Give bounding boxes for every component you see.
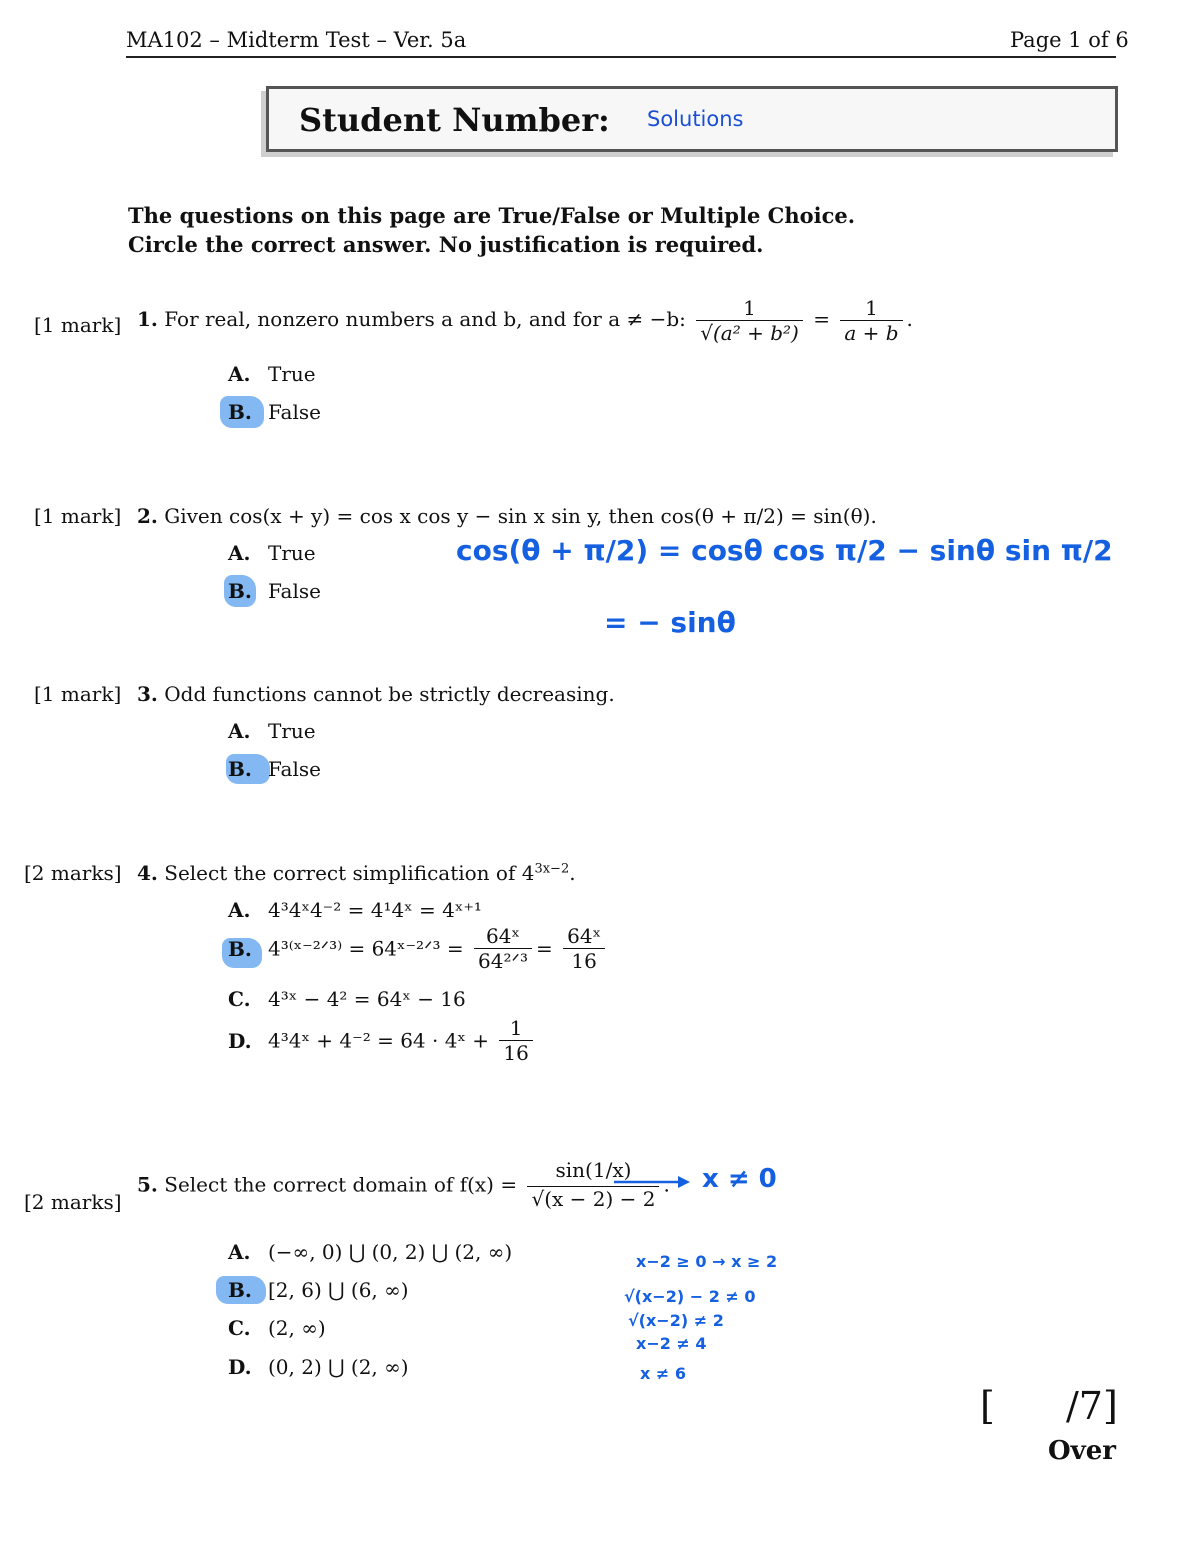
q1-text: For real, nonzero numbers a and b, and for a ≠ −b: [164, 307, 686, 331]
q5-handwritten-x-not-zero: x ≠ 0 [702, 1164, 777, 1194]
q1-period: . [906, 307, 913, 331]
option-text: True [268, 541, 316, 565]
q1-fraction-right [840, 296, 902, 345]
q2-option-b[interactable] [228, 579, 321, 603]
option-letter: D. [228, 1355, 252, 1379]
q4-exponent: 3x−2 [534, 861, 570, 877]
q5-option-b[interactable] [228, 1278, 409, 1302]
q4b-frac1-num: 64ˣ [474, 924, 532, 949]
q1-frac-right-den: a + b [844, 321, 899, 345]
q4b-frac2-num: 64ˣ [563, 924, 605, 949]
q4-text: Select the correct simplification of 4 [164, 861, 535, 885]
q4-option-a[interactable] [228, 898, 482, 922]
q4b-fraction-2 [563, 924, 605, 973]
q1-equals: = [813, 307, 830, 331]
q5-option-a[interactable] [228, 1240, 512, 1264]
q5-handwritten-work-line-2: √(x−2) − 2 ≠ 0 [624, 1287, 756, 1306]
student-number-box [266, 86, 1118, 152]
option-text: False [268, 400, 321, 424]
option-letter: C. [228, 1316, 251, 1340]
q2-handwritten-work-line-1: cos(θ + π/2) = cosθ cos π/2 − sinθ sin π/2 [456, 534, 1113, 567]
q5-frac-den: √(x − 2) − 2 [531, 1187, 656, 1211]
score-total: /7] [1066, 1384, 1118, 1428]
page-number: Page 1 of 6 [1010, 28, 1129, 52]
q1-fraction-left [696, 296, 803, 345]
q3-option-a[interactable] [228, 719, 316, 743]
option-text: (−∞, 0) ⋃ (0, 2) ⋃ (2, ∞) [268, 1240, 513, 1264]
q5-handwritten-work-line-3: √(x−2) ≠ 2 [628, 1311, 724, 1330]
q5-number: 5. [137, 1172, 158, 1197]
q3-option-b[interactable] [228, 757, 321, 781]
q4-stem [137, 861, 576, 885]
option-text: 4³⁽ˣ⁻²ᐟ³⁾ = 64ˣ⁻²ᐟ³ = [268, 936, 464, 961]
q1-marks: [1 mark] [34, 313, 122, 337]
q5-stem [137, 1158, 670, 1211]
q4d-frac-num: 1 [499, 1016, 532, 1041]
option-text: True [268, 719, 316, 743]
q4b-fraction-1 [474, 924, 532, 973]
option-text: [2, 6) ⋃ (6, ∞) [268, 1278, 409, 1302]
instructions-line-2: Circle the correct answer. No justification is required. [128, 232, 764, 257]
option-text: 4³4ˣ + 4⁻² = 64 · 4ˣ + [268, 1028, 490, 1053]
q5-frac-num: sin(1/x) [527, 1158, 659, 1187]
q4-marks: [2 marks] [24, 861, 122, 885]
option-text: False [268, 757, 321, 781]
option-letter: C. [228, 987, 251, 1011]
q4-option-b[interactable] [228, 924, 609, 973]
q1-frac-left-num: 1 [696, 296, 803, 321]
q5-arrow-icon [612, 1172, 692, 1192]
q2-text: Given cos(x + y) = cos x cos y − sin x sin y, then cos(θ + π/2) = sin(θ). [164, 504, 877, 528]
option-letter: A. [228, 541, 251, 565]
option-letter: A. [228, 1240, 251, 1264]
q2-marks: [1 mark] [34, 504, 122, 528]
q5-handwritten-work-line-5: x ≠ 6 [640, 1364, 686, 1383]
option-text: (0, 2) ⋃ (2, ∞) [268, 1355, 409, 1379]
q3-text: Odd functions cannot be strictly decreasing. [164, 682, 615, 706]
option-letter: A. [228, 719, 251, 743]
option-letter: B. [228, 400, 252, 424]
header-rule [126, 56, 1116, 58]
q2-option-a[interactable] [228, 541, 316, 565]
score-bracket-open: [ [980, 1384, 995, 1428]
option-text: 4³4ˣ4⁻² = 4¹4ˣ = 4ˣ⁺¹ [268, 898, 482, 922]
q2-number: 2. [137, 504, 158, 528]
option-letter: B. [228, 757, 252, 781]
q4b-frac1-den: 64²ᐟ³ [478, 949, 528, 973]
option-letter: B. [228, 1278, 252, 1302]
q4-number: 4. [137, 861, 158, 885]
q2-handwritten-work-line-2: = − sinθ [604, 606, 736, 639]
q4-option-d[interactable] [228, 1016, 537, 1065]
option-text: False [268, 579, 321, 603]
student-number-label: Student Number: [299, 101, 610, 139]
q4b-equals: = [536, 936, 553, 961]
q1-frac-right-num: 1 [840, 296, 902, 321]
q5-period: . [663, 1172, 670, 1197]
q1-option-a[interactable] [228, 362, 316, 386]
q5-text: Select the correct domain of f(x) = [164, 1172, 518, 1197]
option-letter: B. [228, 936, 252, 961]
instructions-line-1: The questions on this page are True/False or Multiple Choice. [128, 203, 856, 228]
q1-stem [137, 296, 913, 345]
q4b-frac2-den: 16 [571, 949, 597, 973]
q3-number: 3. [137, 682, 158, 706]
option-letter: D. [228, 1028, 252, 1053]
q1-number: 1. [137, 307, 158, 331]
q3-stem [137, 682, 615, 706]
over-label: Over [1048, 1436, 1116, 1466]
q4-period: . [569, 861, 576, 885]
q4-option-c[interactable] [228, 987, 466, 1011]
option-text: True [268, 362, 316, 386]
header-title: MA102 – Midterm Test – Ver. 5a [126, 28, 467, 52]
option-letter: A. [228, 362, 251, 386]
q2-stem [137, 504, 877, 528]
q5-handwritten-work-line-4: x−2 ≠ 4 [636, 1334, 707, 1353]
q1-option-b[interactable] [228, 400, 321, 424]
q5-option-c[interactable] [228, 1316, 326, 1340]
q3-marks: [1 mark] [34, 682, 122, 706]
student-number-value: Solutions [647, 107, 744, 131]
q5-marks: [2 marks] [24, 1190, 122, 1214]
q4d-fraction [499, 1016, 532, 1065]
q5-option-d[interactable] [228, 1355, 409, 1379]
q4d-frac-den: 16 [503, 1041, 529, 1065]
q1-frac-left-den: √(a² + b²) [700, 321, 799, 345]
option-text: (2, ∞) [268, 1316, 326, 1340]
q5-handwritten-work-line-1: x−2 ≥ 0 → x ≥ 2 [636, 1252, 778, 1271]
option-text: 4³ˣ − 4² = 64ˣ − 16 [268, 987, 466, 1011]
option-letter: B. [228, 579, 252, 603]
option-letter: A. [228, 898, 251, 922]
